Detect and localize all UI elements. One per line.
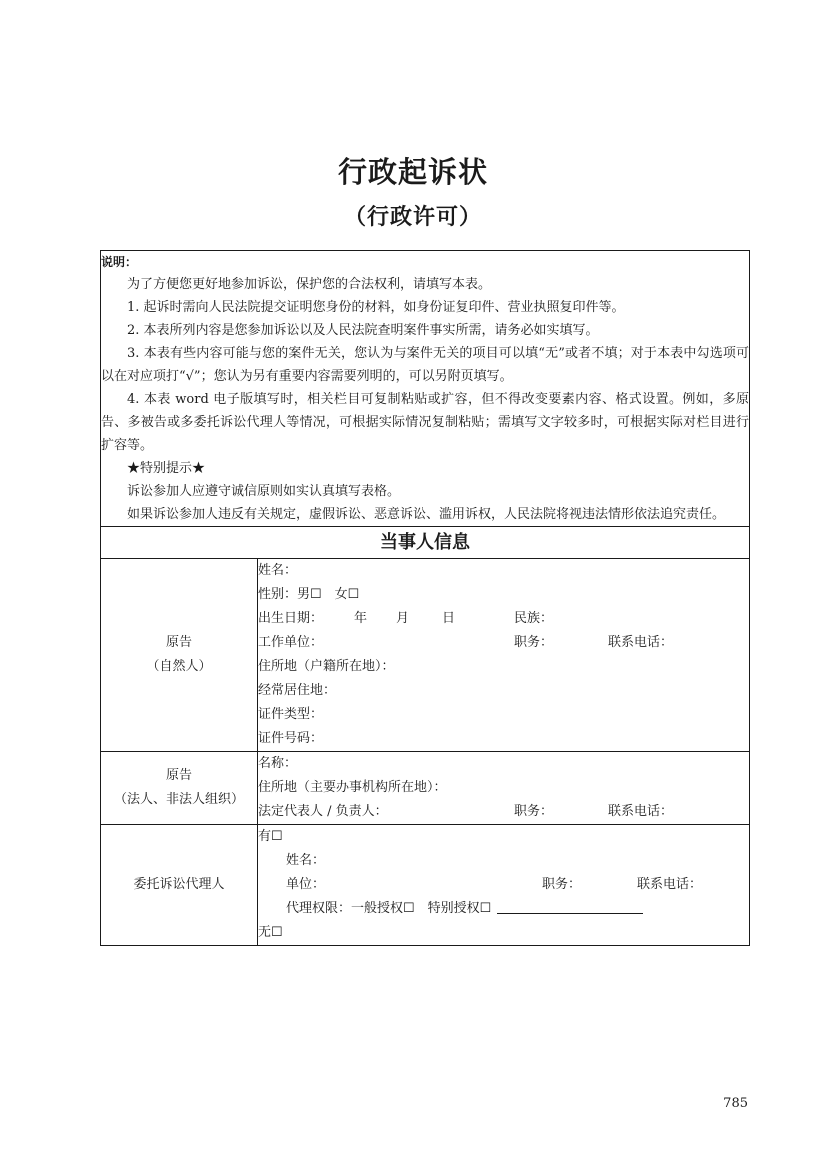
id-type-field[interactable]: 证件类型： [258,707,324,722]
birth-date-label[interactable]: 出生日期： [258,611,324,626]
instruction-paragraph: 为了方便您更好地参加诉讼，保护您的合法权利，请填写本表。 [127,277,492,292]
plaintiff-legal-row [101,752,750,825]
page-number: 785 [723,1096,748,1111]
agent-unit-label[interactable]: 单位： [286,877,326,892]
id-number-field[interactable]: 证件号码： [258,731,324,746]
plaintiff-natural-label [101,559,258,752]
year-label: 年 [354,611,368,626]
birth-ethnicity-row [258,607,749,631]
agent-row [101,825,750,946]
agent-position-label[interactable]: 职务： [542,877,582,892]
section-header-row [101,527,750,559]
agent-authority-row [258,897,749,921]
document-title: 行政起诉状 [337,155,488,189]
ethnicity-label[interactable]: 民族： [514,611,554,626]
special-notice-heading: ★特别提示★ [127,461,206,476]
domicile-field[interactable]: 住所地（户籍所在地）： [258,659,395,674]
instructions-heading: 说明： [101,255,138,269]
org-name-field[interactable]: 名称： [258,756,298,771]
agent-has-checkbox[interactable]: 有☐ [258,829,283,844]
instruction-paragraph: 如果诉讼参加人违反有关规定，虚假诉讼、恶意诉讼、滥用诉权，人民法院将视违法情形依法追究责任。 [127,507,726,522]
agent-label: 委托诉讼代理人 [101,825,258,946]
day-label: 日 [442,611,456,626]
section-title-parties: 当事人信息 [101,527,750,559]
plaintiff-type-label: （自然人） [146,659,212,674]
document-subtitle: （行政许可） [343,205,482,230]
representative-label[interactable]: 法定代表人 / 负责人： [258,804,388,819]
month-label: 月 [396,611,410,626]
instruction-paragraph: 诉讼参加人应遵守诚信原则如实认真填写表格。 [127,484,401,499]
phone-label[interactable]: 联系电话： [608,635,674,650]
employer-label[interactable]: 工作单位： [258,635,324,650]
agent-phone-label[interactable]: 联系电话： [637,877,703,892]
plaintiff-label: 原告 [165,768,192,783]
agent-fields [258,825,750,946]
representative-row [258,800,749,824]
residence-field[interactable]: 经常居住地： [258,683,337,698]
plaintiff-natural-row [101,559,750,752]
agent-name-field[interactable]: 姓名： [286,853,326,868]
instruction-paragraph: 4. 本表 word 电子版填写时，相关栏目可复制粘贴或扩容，但不得改变要素内容、格式设置。例如，多原告、多被告或多委托诉讼代理人等情况，可根据实际情况复制粘贴；需填写文字较多时，可根据实际对栏目进行扩容等。 [101,392,750,453]
instruction-paragraph: 1. 起诉时需向人民法院提交证明您身份的材料，如身份证复印件、营业执照复印件等。 [127,300,625,315]
agent-unit-row [258,873,749,897]
instruction-paragraph: 2. 本表所列内容是您参加诉讼以及人民法院查明案件事实所需，请务必如实填写。 [127,323,599,338]
plaintiff-legal-fields [258,752,750,825]
plaintiff-legal-label [101,752,258,825]
instructions-cell [101,251,750,527]
position-label[interactable]: 职务： [514,635,554,650]
instructions-row [101,251,750,527]
plaintiff-type-label: （法人、非法人组织） [113,792,244,807]
position-label[interactable]: 职务： [514,804,554,819]
authority-blank-line[interactable] [497,899,643,914]
instruction-paragraph: 3. 本表有些内容可能与您的案件无关，您认为与案件无关的项目可以填“无”或者不填；对于本表中勾选项可以在对应项打“√”；您认为另有重要内容需要列明的，可以另附页填写。 [101,346,750,384]
org-domicile-field[interactable]: 住所地（主要办事机构所在地）： [258,780,447,795]
phone-label[interactable]: 联系电话： [608,804,674,819]
agent-none-checkbox[interactable]: 无☐ [258,925,283,940]
employer-row [258,631,749,655]
plaintiff-natural-fields [258,559,750,752]
name-field[interactable]: 姓名： [258,563,298,578]
plaintiff-label: 原告 [165,635,192,650]
complaint-form [100,250,750,946]
agent-authority-options[interactable]: 代理权限：一般授权☐ 特别授权☐ [286,901,492,916]
gender-field[interactable]: 性别：男☐ 女☐ [258,587,360,602]
